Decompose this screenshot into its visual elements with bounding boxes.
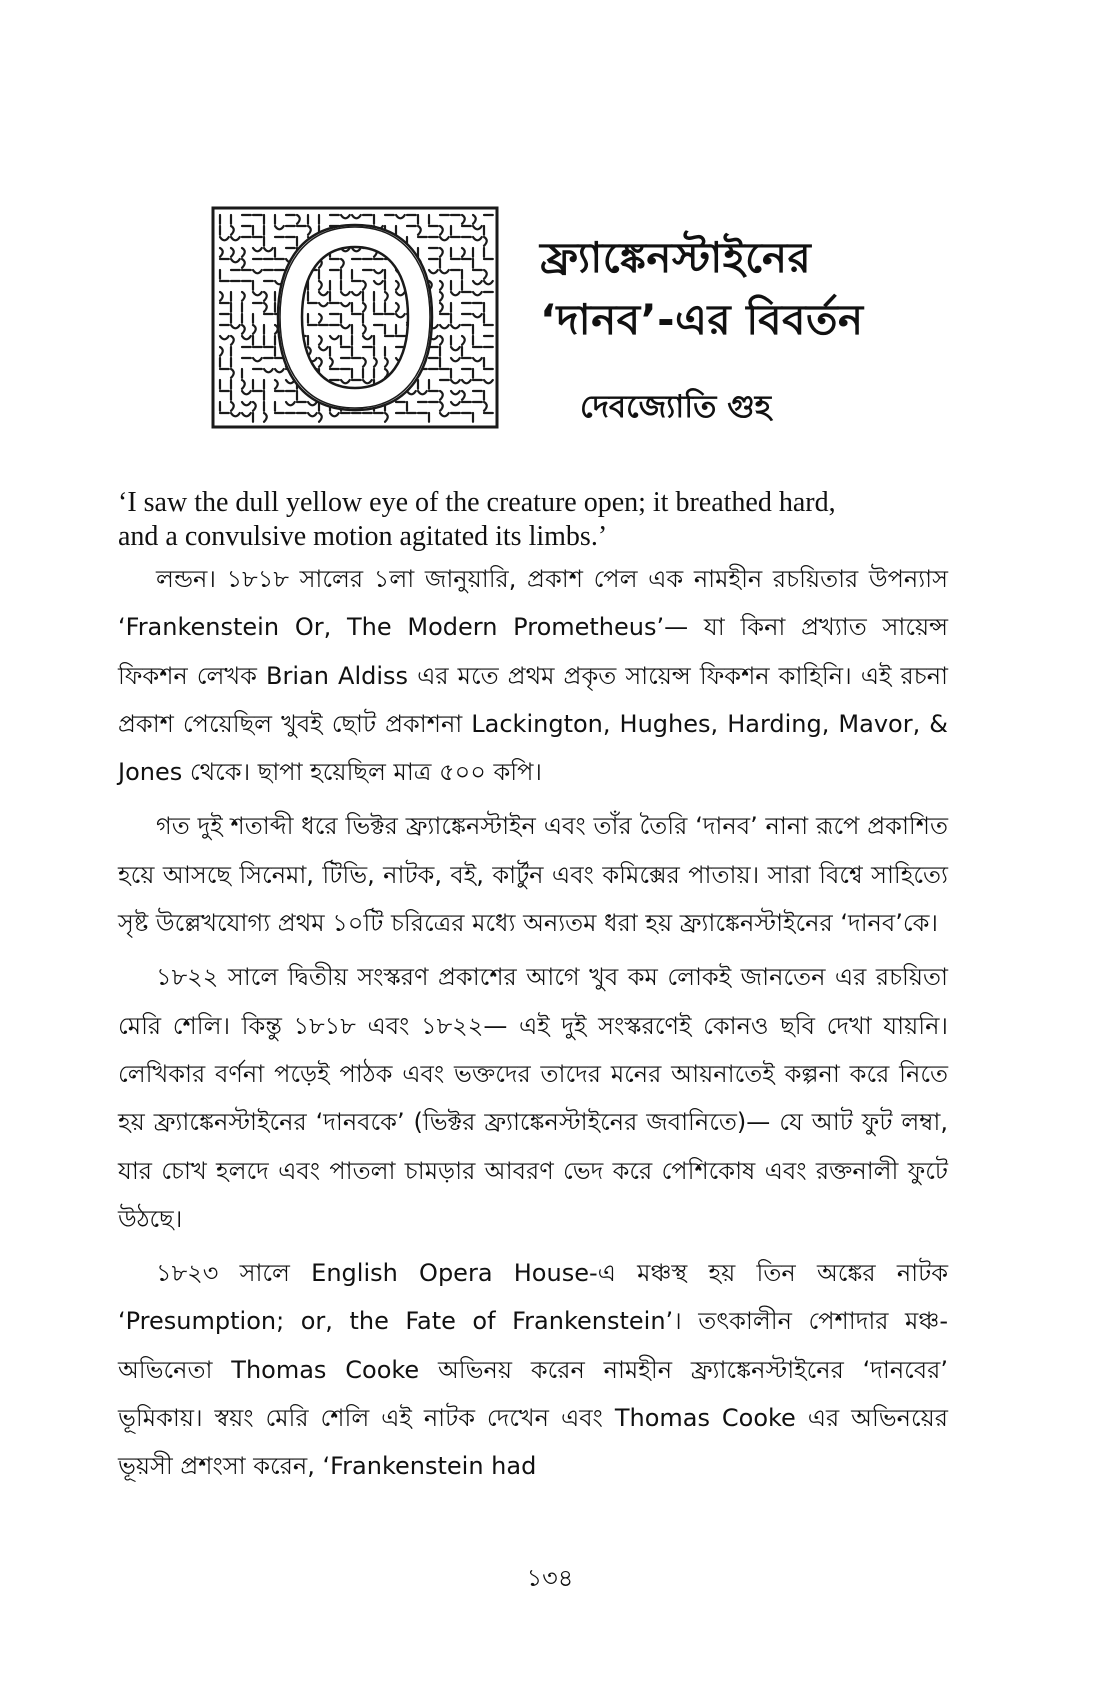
epigraph-line-1: ‘I saw the dull yellow eye of the creature open; it breathed hard, xyxy=(118,487,836,518)
chapter-title-line-2: ‘দানব’-এর বিবর্তন xyxy=(540,295,864,344)
body-paragraph-3: ১৮২২ সালে দ্বিতীয় সংস্করণ প্রকাশের আগে খুব কম লোকই জানতেন এর রচয়িতা মেরি শেলি। কিন্তু ১৮১৮ এবং ১৮২২— এই দুই সংস্করণেই কোনও ছবি দেখা যায়নি। লেখিকার বর্ণনা পড়েই পাঠক এবং ভক্তদের তাদের মনের আয়নাতেই কল্পনা করে নিতে হয় ফ্র্যাঙ্কেনস্টাইনের ‘দানবকে’ (ভিক্টর ফ্র্যাঙ্কেনস্টাইনের জবানিতে)— যে আট ফুট লম্বা, যার চোখ হলদে এবং পাতলা চামড়ার আবরণ ভেদ করে পেশিকোষ এবং রক্তনালী ফুটে উঠছে। xyxy=(118,963,948,1233)
chapter-header xyxy=(210,205,910,435)
body-paragraph-4: ১৮২৩ সালে English Opera House-এ মঞ্চস্থ হয় তিন অঙ্কের নাটক ‘Presumption; or, the Fate of Frankenstein’। তৎকালীন পেশাদার মঞ্চ-অভিনেতা Thomas Cooke অভিনয় করেন নামহীন ফ্র্যাঙ্কেনস্টাইনের ‘দানবের’ ভূমিকায়। স্বয়ং মেরি শেলি এই নাটক দেখেন এবং Thomas Cooke এর অভিনয়ের ভূয়সী প্রশংসা করেন, ‘Frankenstein had xyxy=(118,1259,948,1481)
author-name: দেবজ্যোতি গুহ xyxy=(580,389,771,425)
epigraph-quote xyxy=(118,486,948,554)
article-body xyxy=(118,555,948,1497)
epigraph-line-2: and a convulsive motion agitated its limbs.’ xyxy=(118,521,608,552)
chapter-title xyxy=(540,227,920,351)
body-paragraph-1: লন্ডন। ১৮১৮ সালের ১লা জানুয়ারি, প্রকাশ পেল এক নামহীন রচয়িতার উপন্যাস ‘Frankenstein Or, The Modern Prometheus’— যা কিনা প্রখ্যাত সায়েন্স ফিকশন লেখক Brian Aldiss এর মতে প্রথম প্রকৃত সায়েন্স ফিকশন কাহিনি। এই রচনা প্রকাশ পেয়েছিল খুবই ছোট প্রকাশনা Lackington, Hughes, Harding, Mavor, & Jones থেকে। ছাপা হয়েছিল মাত্র ৫০০ কপি। xyxy=(118,565,948,787)
body-paragraph-2: গত দুই শতাব্দী ধরে ভিক্টর ফ্র্যাঙ্কেনস্টাইন এবং তাঁর তৈরি ‘দানব’ নানা রূপে প্রকাশিত হয়ে আসছে সিনেমা, টিভি, নাটক, বই, কার্টুন এবং কমিক্সের পাতায়। সারা বিশ্বে সাহিত্যে সৃষ্ট উল্লেখযোগ্য প্রথম ১০টি চরিত্রের মধ্যে অন্যতম ধরা হয় ফ্র্যাঙ্কেনস্টাইনের ‘দানব’কে। xyxy=(118,812,948,938)
maze-patterned-initial-letter-o-icon xyxy=(210,205,500,430)
page-number: ১৩৪ xyxy=(526,1564,574,1592)
chapter-title-line-1: ফ্র্যাঙ্কেনস্টাইনের xyxy=(540,233,812,282)
